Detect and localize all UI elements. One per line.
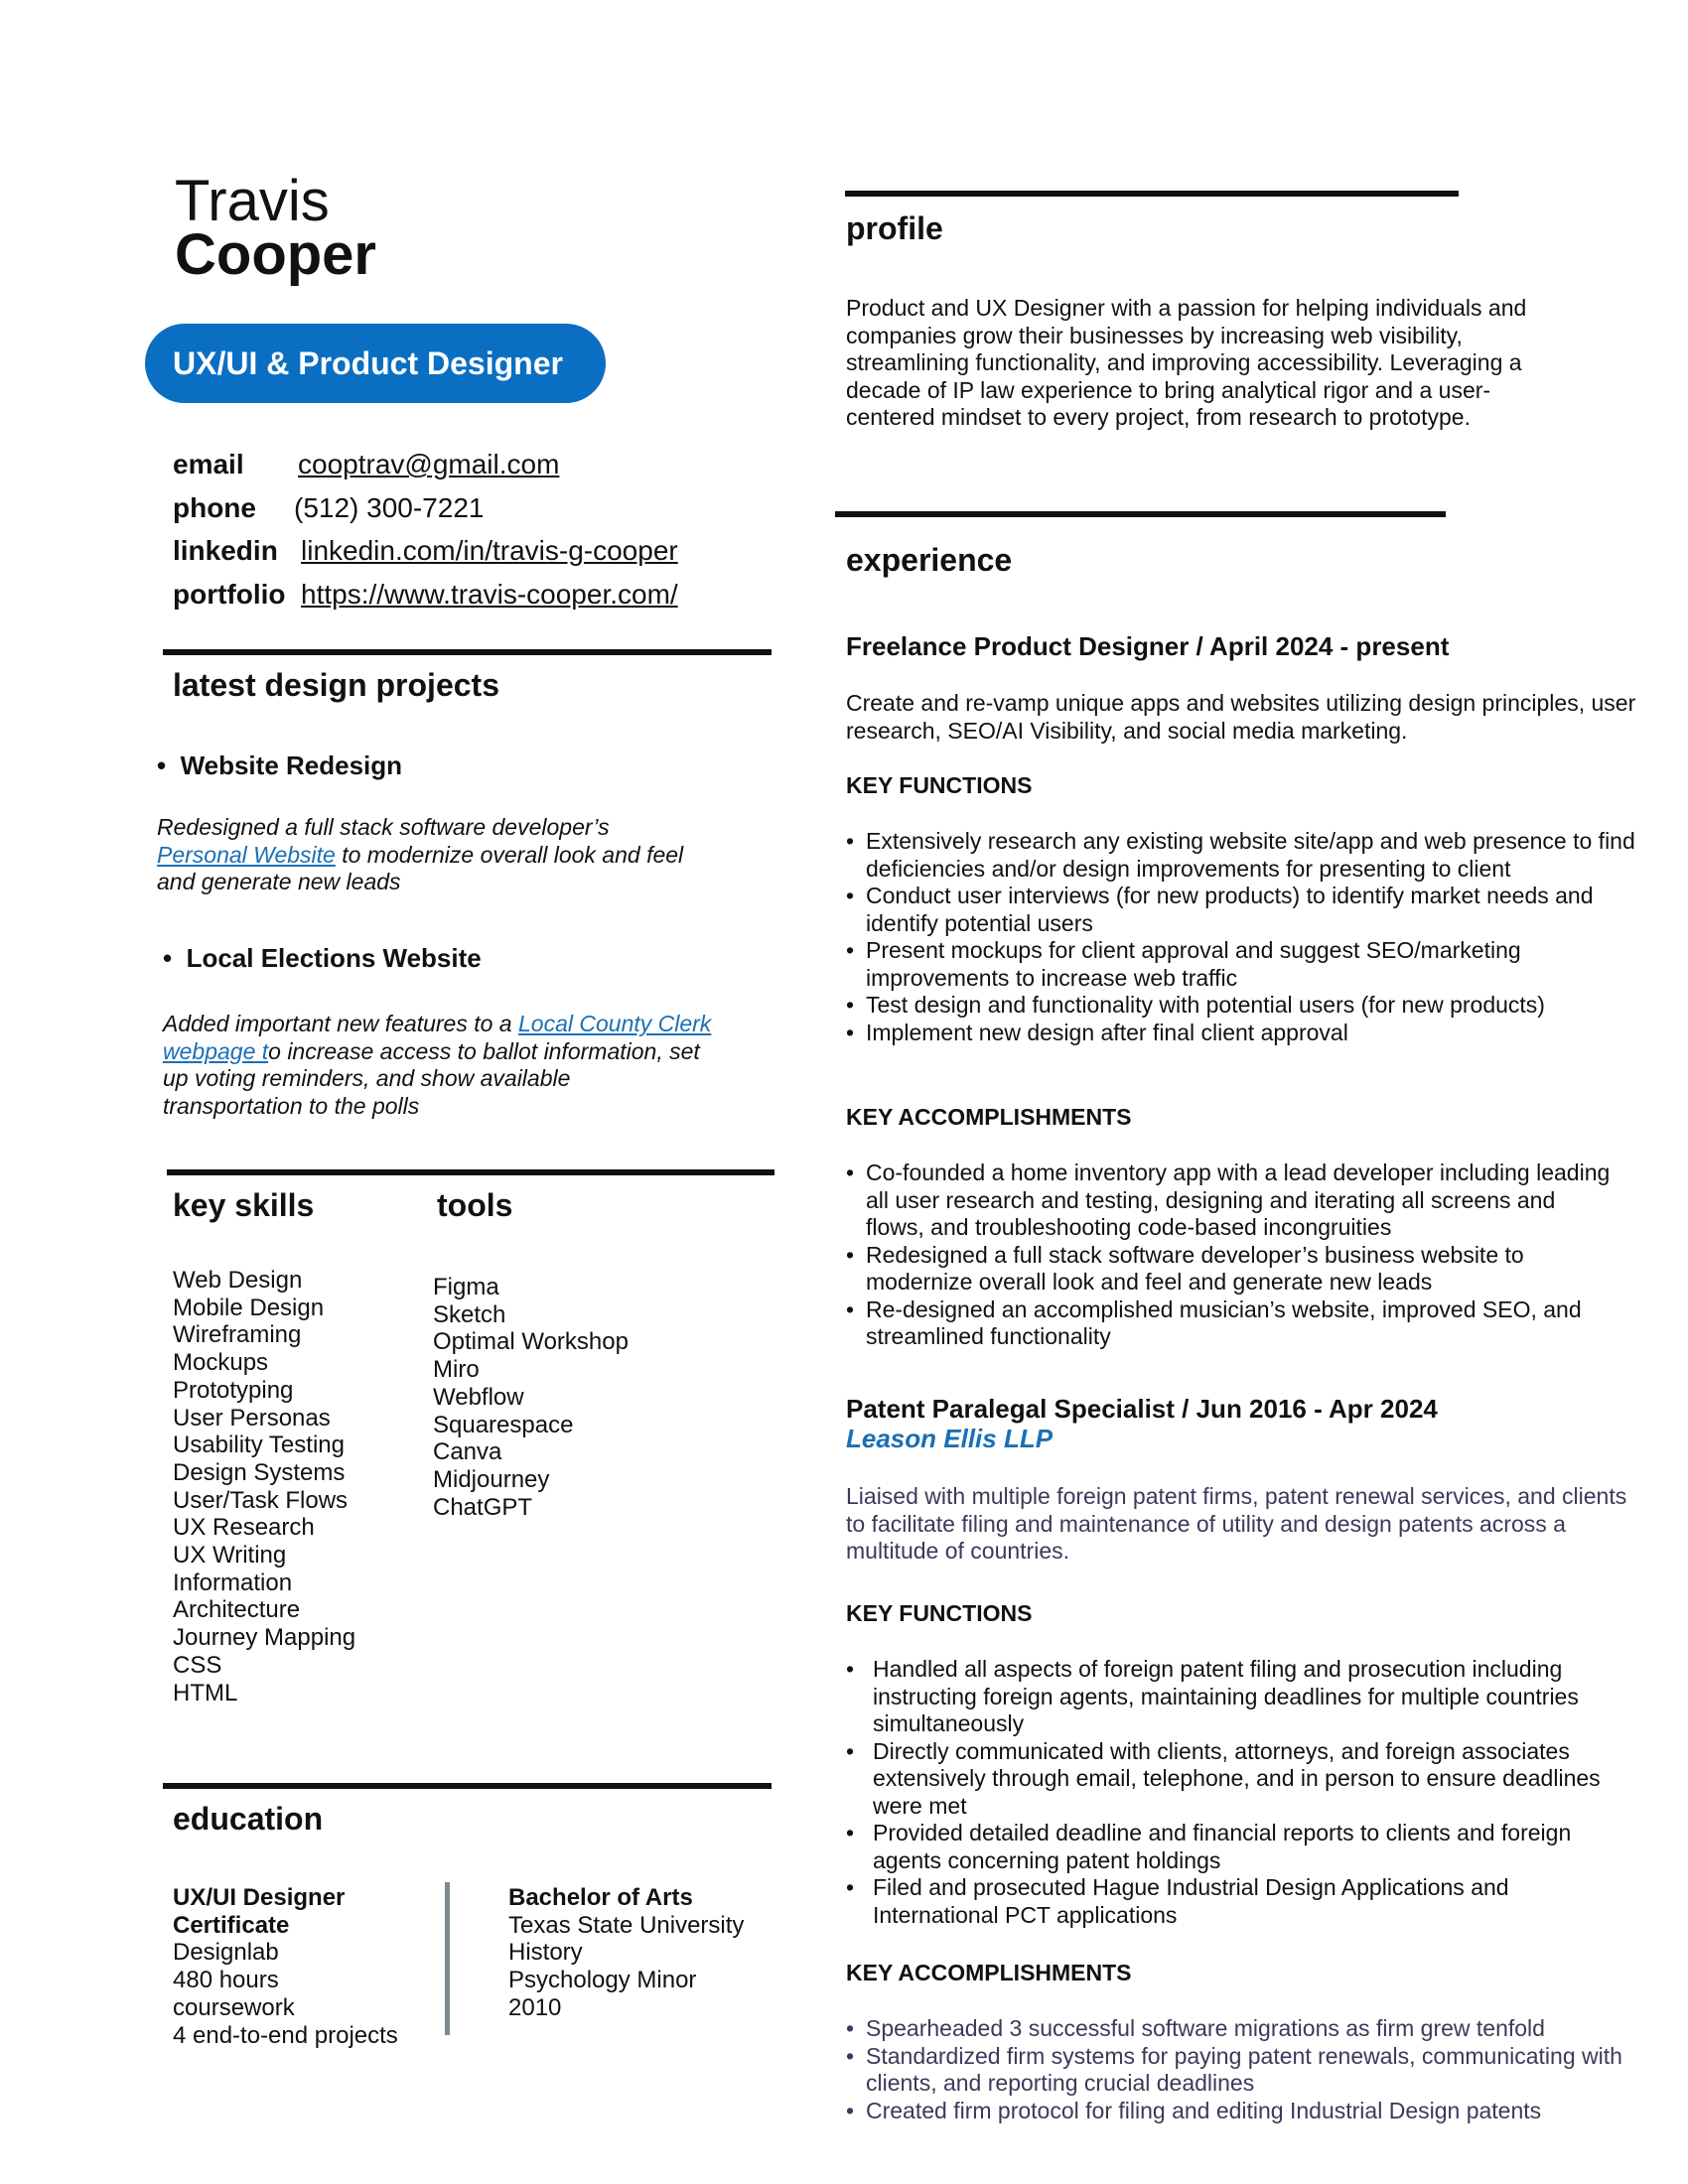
personal-website-link[interactable]: Personal Website: [157, 841, 336, 868]
profile-title: profile: [846, 210, 943, 246]
skill-item: Journey Mapping: [173, 1624, 356, 1652]
skill-item: HTML: [173, 1679, 238, 1706]
education-title: education: [173, 1801, 324, 1837]
skill-item: User Personas: [173, 1404, 331, 1432]
tools-list: [433, 1274, 629, 1521]
skill-item: Architecture: [173, 1596, 301, 1624]
tool-item: ChatGPT: [433, 1493, 533, 1521]
edu-line: History: [508, 1939, 583, 1967]
tool-item: Midjourney: [433, 1465, 550, 1493]
edu-degree: UX/UI Designer: [173, 1884, 346, 1911]
tool-item: Squarespace: [433, 1411, 574, 1438]
skills-title: key skills: [173, 1187, 315, 1223]
list-item: • Co-founded a home inventory app with a lead developer including leading all user research and testing, designing and iterating all screens and flows, and troubleshooting code-based incongruities: [846, 1160, 1611, 1242]
list-item: • Test design and functionality with potential users (for new products): [846, 992, 1640, 1020]
role-badge: [145, 324, 606, 403]
skill-item: UX Writing: [173, 1542, 287, 1570]
tools-title: tools: [437, 1187, 513, 1223]
contact-email: [173, 443, 678, 486]
profile-text: Product and UX Designer with a passion for helping individuals and companies grow their businesses by increasing web visibility, streamlining functionality, and improving accessibility. Leveraging a decade of IP law experience to bring analytical rigor and a user-centered mindset to every project, from research to prototype.: [846, 295, 1527, 430]
edu-line: Designlab: [173, 1939, 279, 1967]
contact-label: portfolio: [173, 578, 286, 610]
list-item: • Implement new design after final client approval: [846, 1020, 1640, 1047]
list-item: • Filed and prosecuted Hague Industrial Design Applications and International PCT applications: [846, 1874, 1640, 1929]
edu-degree: Certificate: [173, 1911, 290, 1939]
county-clerk-link[interactable]: Local County Clerk webpage t: [163, 1011, 712, 1064]
tool-item: Webflow: [433, 1383, 524, 1411]
desc-text: to modernize overall look and feel and generate new leads: [157, 841, 684, 894]
skill-item: User/Task Flows: [173, 1486, 349, 1514]
skill-item: Mockups: [173, 1349, 269, 1377]
list-item: • Handled all aspects of foreign patent filing and prosecution including instructing foreign agents, maintaining deadlines for multiple countries simultaneously: [846, 1656, 1640, 1738]
contact-label: email: [173, 449, 244, 479]
edu-line: Psychology Minor: [508, 1967, 697, 1994]
job2-accomplishments-label: KEY ACCOMPLISHMENTS: [846, 1960, 1132, 1985]
list-item: • Provided detailed deadline and financial reports to clients and foreign agents concerning patent holdings: [846, 1820, 1640, 1874]
job2-functions-label: KEY FUNCTIONS: [846, 1600, 1033, 1626]
portfolio-link[interactable]: https://www.travis-cooper.com/: [301, 578, 678, 610]
job2-accomplishments-list: [846, 2015, 1630, 2124]
divider: [845, 191, 1459, 197]
tool-item: Figma: [433, 1274, 499, 1300]
contact-label: phone: [173, 491, 256, 523]
skill-item: Mobile Design: [173, 1294, 325, 1321]
edu-degree: Bachelor of Arts: [508, 1884, 693, 1911]
job2-functions-list: [846, 1656, 1640, 1929]
contact-portfolio: [173, 573, 678, 616]
bullet-icon: •: [163, 943, 187, 973]
experience-title: experience: [846, 542, 1013, 578]
last-name: Cooper: [175, 222, 376, 287]
education-left: [173, 1884, 398, 2049]
list-item: • Directly communicated with clients, attorneys, and foreign associates extensively through email, telephone, and in person to ensure deadlines were met: [846, 1738, 1640, 1821]
education-divider: [445, 1882, 450, 2035]
desc-text: Added important new features to a: [163, 1011, 518, 1036]
first-name: Travis: [175, 169, 330, 233]
skill-item: Prototyping: [173, 1376, 294, 1404]
education-right: [508, 1884, 744, 2022]
list-item: • Re-designed an accomplished musician’s website, improved SEO, and streamlined functionality: [846, 1297, 1611, 1351]
project-1-desc: [157, 814, 703, 896]
list-item: • Extensively research any existing website site/app and web presence to find deficiencies and/or design improvements for presenting to client: [846, 828, 1640, 883]
contact-list: [173, 443, 678, 615]
email-link[interactable]: cooptrav@gmail.com: [298, 449, 560, 479]
project-2-name: [163, 943, 482, 974]
skill-item: CSS: [173, 1651, 222, 1679]
list-item: • Present mockups for client approval and suggest SEO/marketing improvements to increase web traffic: [846, 937, 1640, 992]
skills-list: [173, 1267, 355, 1706]
project-name: Website Redesign: [180, 751, 403, 780]
contact-phone: [173, 486, 678, 530]
skill-item: Information: [173, 1569, 293, 1596]
project-1-name: [157, 751, 402, 781]
desc-text: o increase access to ballot information, set up voting reminders, and show available transportation to the polls: [163, 1037, 700, 1119]
job2-heading: Patent Paralegal Specialist / Jun 2016 - Apr 2024: [846, 1394, 1438, 1424]
list-item: • Created firm protocol for filing and editing Industrial Design patents: [846, 2098, 1630, 2125]
list-item: • Conduct user interviews (for new products) to identify market needs and identify potential users: [846, 883, 1640, 937]
list-item: • Standardized firm systems for paying patent renewals, communicating with clients, and reporting crucial deadlines: [846, 2043, 1630, 2098]
divider: [835, 511, 1446, 517]
skill-item: Design Systems: [173, 1458, 346, 1486]
tool-item: Miro: [433, 1356, 480, 1384]
role-badge-label: UX/UI & Product Designer: [173, 344, 563, 381]
name-block: [175, 169, 376, 287]
linkedin-link[interactable]: linkedin.com/in/travis-g-cooper: [301, 535, 678, 566]
job1-functions-label: KEY FUNCTIONS: [846, 772, 1033, 798]
project-2-desc: [163, 1011, 714, 1120]
job2-summary: Liaised with multiple foreign patent firms, patent renewal services, and clients to facilitate filing and maintenance of utility and design patents across a multitude of countries.: [846, 1483, 1627, 1564]
contact-label: linkedin: [173, 535, 278, 566]
tool-item: Optimal Workshop: [433, 1328, 629, 1356]
desc-text: Redesigned a full stack software developer’s: [157, 814, 610, 840]
phone-value: (512) 300-7221: [294, 491, 485, 523]
contact-linkedin: [173, 529, 678, 573]
skill-item: Wireframing: [173, 1321, 302, 1349]
skill-item: Web Design: [173, 1267, 303, 1294]
skill-item: Usability Testing: [173, 1432, 345, 1459]
job1-summary: Create and re-vamp unique apps and websites utilizing design principles, user research, SEO/AI Visibility, and social media marketing.: [846, 690, 1636, 744]
edu-line: 4 end-to-end projects: [173, 2021, 398, 2049]
edu-line: 2010: [508, 1993, 562, 2021]
job1-accomplishments-label: KEY ACCOMPLISHMENTS: [846, 1104, 1132, 1130]
divider: [163, 1783, 772, 1789]
bullet-icon: •: [157, 751, 181, 780]
skill-item: UX Research: [173, 1514, 315, 1542]
edu-line: Texas State University: [508, 1911, 745, 1939]
divider: [167, 1169, 774, 1175]
list-item: • Redesigned a full stack software developer’s business website to modernize overall look and feel and generate new leads: [846, 1242, 1611, 1297]
job1-heading: Freelance Product Designer / April 2024 - present: [846, 631, 1450, 661]
project-name: Local Elections Website: [186, 943, 482, 973]
job1-accomplishments-list: [846, 1160, 1611, 1351]
edu-line: coursework: [173, 1993, 295, 2021]
job2-company: Leason Ellis LLP: [846, 1424, 1054, 1453]
list-item: • Spearheaded 3 successful software migrations as firm grew tenfold: [846, 2015, 1630, 2043]
tool-item: Sketch: [433, 1300, 506, 1328]
job1-functions-list: [846, 828, 1640, 1046]
edu-line: 480 hours: [173, 1967, 279, 1994]
divider: [163, 649, 772, 655]
tool-item: Canva: [433, 1438, 502, 1466]
projects-title: latest design projects: [173, 667, 499, 703]
